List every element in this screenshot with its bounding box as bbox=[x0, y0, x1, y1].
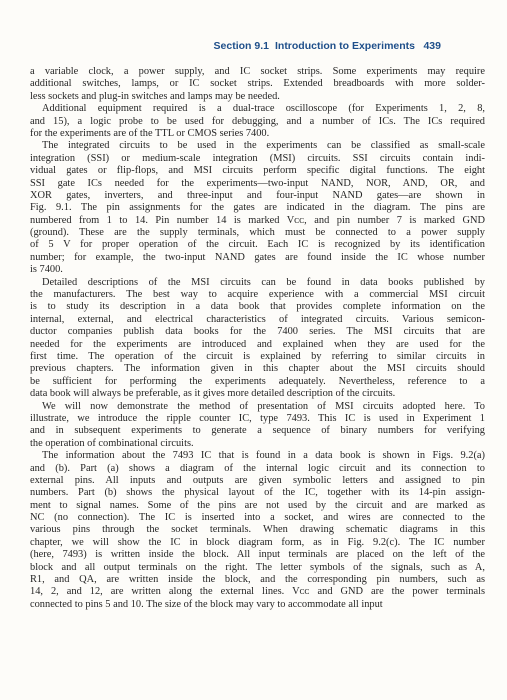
text-line: be sufficient for performing the experiments adequately. Nevertheless, reference to a bbox=[30, 375, 485, 387]
text-line: chapter, we will show the IC in block diagram form, as in Fig. 9.2(c). The IC number bbox=[30, 536, 485, 548]
text-line: illustrate, we introduce the ripple counter IC, type 7493. This IC is used in Experiment 1 bbox=[30, 412, 485, 424]
text-line: is 7400. bbox=[30, 264, 63, 276]
running-head bbox=[214, 40, 415, 52]
text-line: (ground). These are the supply terminals, which must be connected to a power supply bbox=[30, 227, 485, 239]
text-line: and 15), a logic probe to be used for debugging, and a number of ICs. The ICs required bbox=[30, 115, 485, 127]
text-line: number; for example, the two-input NAND gates are found inside the IC whose number bbox=[30, 251, 485, 263]
text-line: The integrated circuits to be used in the experiments can be classified as small-scale bbox=[42, 140, 485, 152]
page-header bbox=[0, 40, 507, 56]
paragraph bbox=[30, 277, 485, 401]
text-line: the operation of combinational circuits. bbox=[30, 437, 194, 449]
text-line: numbers. Part (b) shows the physical layout of the IC, together with its 14-pin assign- bbox=[30, 487, 485, 499]
text-line: Additional equipment required is a dual-trace oscilloscope (for Experiments 1, 2, 8, bbox=[42, 103, 485, 115]
text-line: various pins through the socket terminals. When drawing schematic diagrams in this bbox=[30, 524, 485, 536]
text-line: is to study its description in a data book that provides complete information on the bbox=[30, 301, 485, 313]
paragraph bbox=[30, 140, 485, 276]
text-line: block and all output terminals on the right. The letter symbols of the signals, such as A, bbox=[30, 561, 485, 573]
text-line: data book will always be preferable, as it gives more detailed description of the circuits. bbox=[30, 388, 396, 400]
text-line: integration (SSI) or medium-scale integration (MSI) circuits. SSI circuits contain indi- bbox=[30, 152, 485, 164]
text-line: ductor companies publish data books for the 7400 series. The MSI circuits that are bbox=[30, 326, 485, 338]
section-number: Section 9.1 bbox=[213, 40, 269, 52]
paragraph bbox=[30, 103, 485, 140]
page-number: 439 bbox=[423, 40, 441, 52]
text-line: Detailed descriptions of the MSI circuits can be found in data books published by bbox=[42, 276, 485, 288]
text-line: additional switches, lamps, or IC socket strips. Extended breadboards with more solder- bbox=[30, 78, 485, 90]
text-line: SSI gate ICs needed for the experiments—two-input NAND, NOR, AND, OR, and bbox=[30, 177, 485, 189]
text-line: The information about the 7493 IC that is found in a data book is shown in Figs. 9.2(a) bbox=[42, 450, 485, 462]
text-line: first time. The operation of the circuit is explained by referring to similar circuits in bbox=[30, 350, 485, 362]
text-line: and (b). Part (a) shows a diagram of the internal logic circuit and its connection to bbox=[30, 462, 485, 474]
text-line: the manufacturers. The best way to acquire experience with a commercial MSI circuit bbox=[30, 289, 485, 301]
text-line: internal, external, and electrical characteristics of integrated circuits. Various semicon- bbox=[30, 313, 485, 325]
body-text bbox=[30, 66, 485, 611]
text-line: We will now demonstrate the method of presentation of MSI circuits adopted here. To bbox=[42, 400, 485, 412]
text-line: (here, 7493) is written inside the block. All input terminals are placed on the left of the bbox=[30, 549, 485, 561]
text-line: 14, 2, and 12, are written along the external lines. Vᴄᴄ and GND are the power terminals bbox=[30, 586, 485, 598]
section-title: Introduction to Experiments bbox=[274, 40, 415, 52]
text-line: and in subsequent experiments to generate a sequence of binary numbers for verifying bbox=[30, 425, 485, 437]
text-line: XOR gates, inverters, and three-input and four-input NAND gates—are shown in bbox=[30, 189, 485, 201]
paragraph bbox=[30, 401, 485, 451]
text-line: of 5 V for proper operation of the circuit. Each IC is recognized by its identification bbox=[30, 239, 485, 251]
text-line: needed for the experiments are introduced and explained when they are used for the bbox=[30, 338, 485, 350]
text-line: vidual gates or flip-flops, and MSI circuits perform specific digital functions. The eight bbox=[30, 165, 485, 177]
text-line: external pins. All inputs and outputs are given symbolic letters and assigned to pin bbox=[30, 474, 485, 486]
text-line: connected to pins 5 and 10. The size of the block may vary to accommodate all input bbox=[30, 598, 383, 610]
text-line: Fig. 9.1. The pin assignments for the gates are indicated in the diagram. The pins are bbox=[30, 202, 485, 214]
text-line: previous chapters. The information given in this chapter about the MSI circuits should bbox=[30, 363, 485, 375]
paragraph bbox=[30, 450, 485, 611]
text-line: a variable clock, a power supply, and IC socket strips. Some experiments may require bbox=[30, 66, 485, 77]
text-line: NC (no connection). The IC is inserted into a socket, and wires are connected to the bbox=[30, 512, 485, 524]
text-line: ment to signal names. Some of the pins are not used by the circuit and are marked as bbox=[30, 499, 485, 511]
text-line: R1, and QA, are written inside the block, and the corresponding pin numbers, such as bbox=[30, 574, 485, 586]
paragraph bbox=[30, 66, 485, 103]
text-line: numbered from 1 to 14. Pin number 14 is marked Vᴄᴄ, and pin number 7 is marked GND bbox=[30, 214, 485, 226]
text-line: for the experiments are of the TTL or CMOS series 7400. bbox=[30, 127, 270, 139]
text-line: less sockets and plug-in switches and lamps may be needed. bbox=[30, 90, 280, 102]
